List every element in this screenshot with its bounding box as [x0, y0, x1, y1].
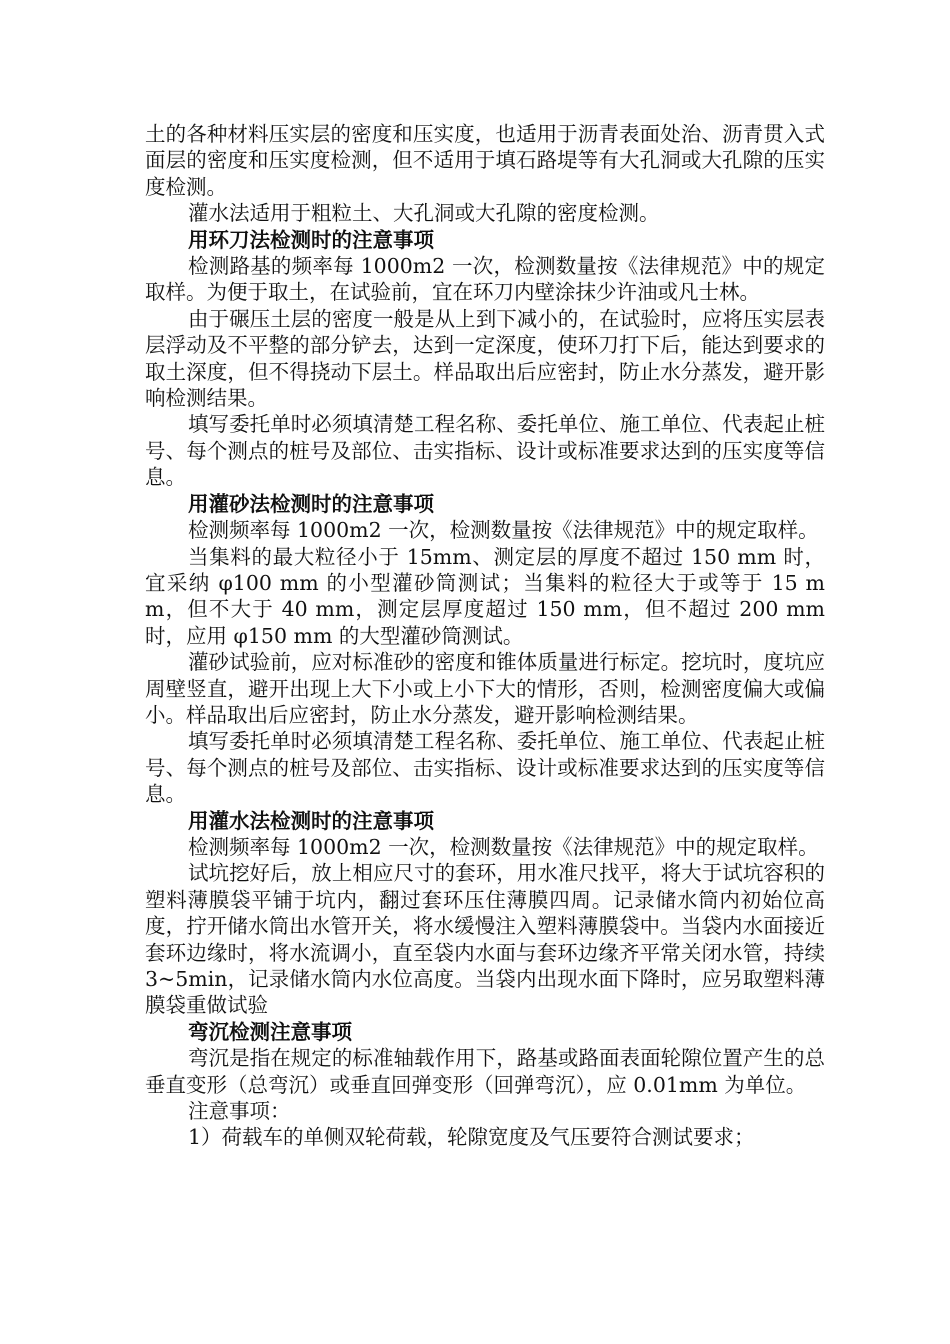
paragraph: 注意事项： — [188, 1099, 291, 1124]
section-heading: 用灌水法检测时的注意事项 — [188, 808, 434, 833]
paragraph: 填写委托单时必须填清楚工程名称、委托单位、施工单位、代表起止桩号、每个测点的桩号及部位、击实指标、设计或标准要求达到的压实度等信息。 — [145, 729, 825, 807]
paragraph: 检测频率每 1000m2 一次，检测数量按《法律规范》中的规定取样。 — [188, 834, 819, 859]
paragraph: 土的各种材料压实层的密度和压实度，也适用于沥青表面处治、沥青贯入式面层的密度和压实度检测，但不适用于填石路堤等有大孔洞或大孔隙的压实度检测。 — [145, 122, 825, 199]
section-heading: 用灌砂法检测时的注意事项 — [188, 491, 434, 516]
paragraph: 检测频率每 1000m2 一次，检测数量按《法律规范》中的规定取样。 — [188, 518, 819, 543]
section-heading: 用环刀法检测时的注意事项 — [188, 227, 434, 252]
paragraph: 灌砂试验前，应对标准砂的密度和锥体质量进行标定。挖坑时，度坑应周壁竖直，避开出现上大下小或上小下大的情形，否则，检测密度偏大或偏小。样品取出后应密封，防止水分蒸发，避开影响检测结果。 — [145, 650, 825, 727]
paragraph: 灌水法适用于粗粒土、大孔洞或大孔隙的密度检测。 — [188, 201, 660, 226]
paragraph: 当集料的最大粒径小于 15mm、测定层的厚度不超过 150 mm 时，宜采纳 φ100 mm 的小型灌砂筒测试；当集料的粒径大于或等于 15 mm，但不大于 40 mm，测定层厚度超过 150 mm，但不超过 200 mm 时，应用 φ150 mm 的大型灌砂筒测试。 — [145, 544, 825, 648]
paragraph: 填写委托单时必须填清楚工程名称、委托单位、施工单位、代表起止桩号、每个测点的桩号及部位、击实指标、设计或标准要求达到的压实度等信息。 — [145, 412, 825, 490]
paragraph: 试坑挖好后，放上相应尺寸的套环，用水准尺找平，将大于试坑容积的塑料薄膜袋平铺于坑内，翻过套环压住薄膜四周。记录储水筒内初始位高度，拧开储水筒出水管开关，将水缓慢注入塑料薄膜袋中。当袋内水面接近套环边缘时，将水流调小，直至袋内水面与套环边缘齐平常关闭水管，持续 3~5min，记录储水筒内水位高度。当袋内出现水面下降时，应另取塑料薄膜袋重做试验 — [145, 861, 825, 1018]
section-heading: 弯沉检测注意事项 — [188, 1019, 352, 1044]
paragraph: 弯沉是指在规定的标准轴载作用下，路基或路面表面轮隙位置产生的总垂直变形（总弯沉）或垂直回弹变形（回弹弯沉），应 0.01mm 为单位。 — [145, 1046, 825, 1097]
list-item: 1）荷载车的单侧双轮荷载，轮隙宽度及气压要符合测试要求； — [188, 1125, 755, 1150]
paragraph: 由于碾压土层的密度一般是从上到下减小的，在试验时，应将压实层表层浮动及不平整的部分铲去，达到一定深度，使环刀打下后，能达到要求的取土深度，但不得挠动下层土。样品取出后应密封，防止水分蒸发，避开影响检测结果。 — [145, 306, 825, 411]
paragraph: 检测路基的频率每 1000m2 一次，检测数量按《法律规范》中的规定取样。为便于取土，在试验前，宜在环刀内壁涂抹少许油或凡士林。 — [145, 254, 825, 305]
document-page — [145, 121, 825, 1151]
